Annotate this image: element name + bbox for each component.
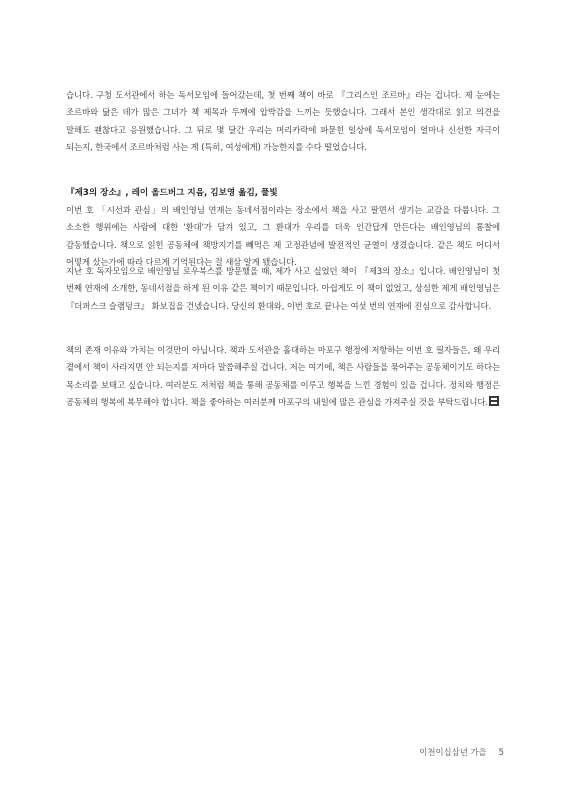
page-footer bbox=[419, 746, 504, 758]
paragraph-2: 이번 호 「시선과 관심」의 배인영님 연재는 동네서점이라는 장소에서 책을 사고 팔면서 생기는 교감을 다룹니다. 그 소소한 행위에는 사람에 대한 '환대'가 담겨 있고, 그 환대가 우리를 더욱 인간답게 만든다는 배인영님의 통찰에 감동했습니다. 책으로 읽힌 공동체에 책방지기를 빼먹은 제 고정관념에 발전적인 균열이 생겼습니다. 같은 책도 어디서 어떻게 샀는가에 따라 다르게 기억된다는 걸 새삼 알게 됐습니다. bbox=[66, 205, 500, 267]
paragraph-1: 습니다. 구청 도서관에서 하는 독서모임에 들어갔는데, 첫 번째 책이 바로 『그리스인 조르바』라는 겁니다. 제 눈에는 조르바와 닮은 데가 많은 그녀가 책 제목과 두께에 압박감을 느끼는 듯했습니다. 그래서 본인 생각대로 읽고 의견을 말해도 괜찮다고 응원했습니다. 그 뒤로 몇 달간 우리는 머리카락에 파묻힌 일상에 독서모임이 얼마나 신선한 자극이 되는지, 한국에서 조르바처럼 사는 게 (특히, 여성에게) 가능한지를 수다 떨었습니다. bbox=[66, 90, 500, 152]
publication-issue: 이천이십삼년 가을 bbox=[419, 747, 487, 757]
paragraph-4-text: 책의 존재 이유와 가치는 이것만이 아닙니다. 책과 도서관을 홀대하는 마포구 행정에 저항하는 이번 호 필자들은, 왜 우리 곁에서 책이 사라지면 안 되는지를 저마다 말씀해주실 겁니다. 저는 여기에, 책은 사람들을 묶어주는 공동체이기도 하다는 목소리를 보태고 싶습니다. 여러분도 저처럼 책을 통해 공동체를 이루고 행복을 느낀 경험이 있을 겁니다. 정치와 행정은 공동체의 행복에 복무해야 합니다. 책을 좋아하는 여러분께 마포구의 내일에 많은 관심을 가져주실 것을 부탁드립니다. bbox=[66, 345, 500, 407]
page-number: 5 bbox=[498, 747, 504, 757]
article-end-icon bbox=[489, 396, 499, 406]
paragraph-3: 지난 호 독자모임으로 배인영님 로우북스를 방문했을 때, 제가 사고 싶었던 책이 『제3의 장소』입니다. 배인영님이 첫 번째 연재에 소개한, 동네서점을 하게 된 이유 같은 책이기 때문입니다. 아쉽게도 이 책이 없었고, 상심한 제게 배인영님은 『더퍼스크 슬램덩크』 화보집을 건넸습니다. 당신의 환대와, 이번 호로 끝나는 여섯 번의 연재에 진심으로 감사합니다. bbox=[66, 266, 500, 311]
paragraph-4 bbox=[66, 342, 500, 411]
section-heading: 『제3의 장소』, 레이 올드버그 지음, 김보영 옮김, 풀빛 bbox=[66, 188, 278, 198]
